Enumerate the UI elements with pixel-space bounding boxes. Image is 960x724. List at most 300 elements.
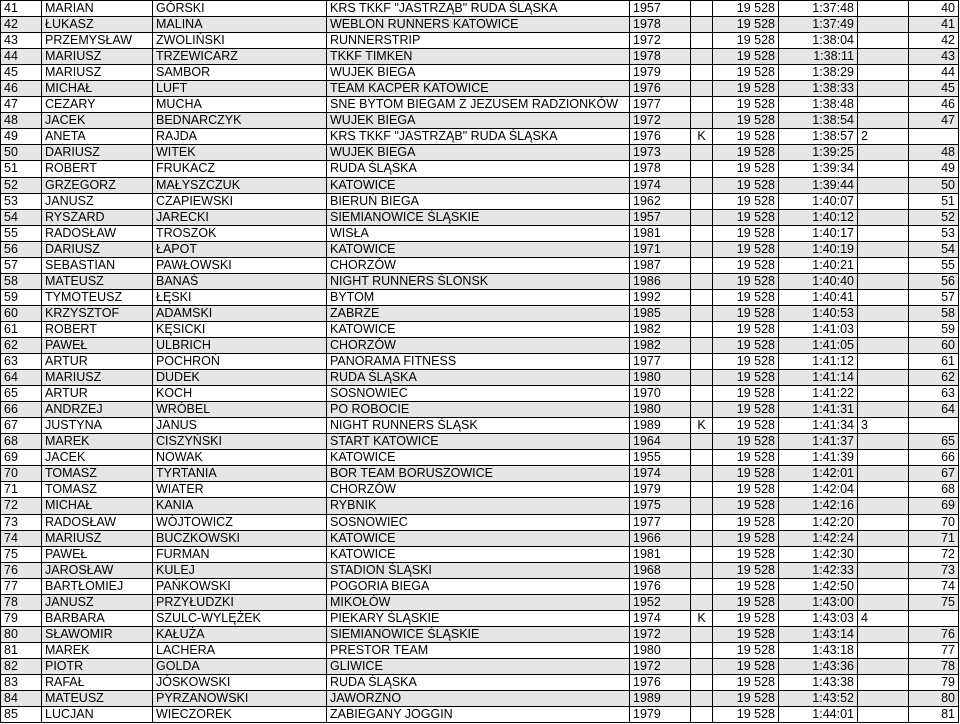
men-place-cell: 54 (909, 241, 959, 257)
birth-year-cell: 1981 (630, 546, 691, 562)
finish-time-cell: 1:38:57 (779, 129, 858, 145)
women-flag-cell (691, 482, 713, 498)
distance-cell: 19 528 (713, 482, 779, 498)
birth-year-cell: 1974 (630, 610, 691, 626)
women-place-cell (858, 65, 909, 81)
finish-time-cell: 1:42:01 (779, 466, 858, 482)
table-row (1, 161, 959, 177)
table-row (1, 225, 959, 241)
first-name-cell: TYMOTEUSZ (42, 289, 153, 305)
position-cell: 69 (1, 450, 42, 466)
women-flag-cell (691, 546, 713, 562)
finish-time-cell: 1:40:19 (779, 241, 858, 257)
club-cell: CHORZÓW (327, 482, 630, 498)
men-place-cell: 60 (909, 337, 959, 353)
birth-year-cell: 1966 (630, 530, 691, 546)
men-place-cell: 46 (909, 97, 959, 113)
women-flag-cell (691, 658, 713, 674)
birth-year-cell: 1972 (630, 658, 691, 674)
women-flag-cell: K (691, 418, 713, 434)
women-place-cell (858, 145, 909, 161)
women-flag-cell (691, 578, 713, 594)
men-place-cell: 68 (909, 482, 959, 498)
women-place-cell (858, 289, 909, 305)
position-cell: 76 (1, 562, 42, 578)
women-flag-cell (691, 49, 713, 65)
women-flag-cell (691, 241, 713, 257)
men-place-cell: 49 (909, 161, 959, 177)
position-cell: 73 (1, 514, 42, 530)
men-place-cell: 80 (909, 691, 959, 707)
birth-year-cell: 1980 (630, 370, 691, 386)
club-cell: POGORIA BIEGA (327, 578, 630, 594)
club-cell: CHORZÓW (327, 337, 630, 353)
women-place-cell (858, 626, 909, 642)
birth-year-cell: 1972 (630, 113, 691, 129)
men-place-cell: 69 (909, 498, 959, 514)
last-name-cell: JARECKI (153, 209, 327, 225)
women-flag-cell (691, 626, 713, 642)
table-row (1, 257, 959, 273)
women-place-cell (858, 514, 909, 530)
women-place-cell (858, 305, 909, 321)
women-place-cell (858, 450, 909, 466)
women-flag-cell (691, 642, 713, 658)
table-row (1, 674, 959, 690)
women-place-cell (858, 225, 909, 241)
women-flag-cell (691, 530, 713, 546)
women-flag-cell (691, 257, 713, 273)
position-cell: 54 (1, 209, 42, 225)
first-name-cell: MATEUSZ (42, 273, 153, 289)
women-place-cell: 2 (858, 129, 909, 145)
finish-time-cell: 1:39:25 (779, 145, 858, 161)
finish-time-cell: 1:41:05 (779, 337, 858, 353)
last-name-cell: BUCZKOWSKI (153, 530, 327, 546)
distance-cell: 19 528 (713, 707, 779, 723)
distance-cell: 19 528 (713, 33, 779, 49)
men-place-cell: 81 (909, 707, 959, 723)
finish-time-cell: 1:41:22 (779, 386, 858, 402)
men-place-cell: 41 (909, 17, 959, 33)
last-name-cell: PYRZANOWSKI (153, 691, 327, 707)
finish-time-cell: 1:43:38 (779, 674, 858, 690)
finish-time-cell: 1:43:18 (779, 642, 858, 658)
birth-year-cell: 1978 (630, 17, 691, 33)
results-body (1, 1, 959, 723)
birth-year-cell: 1989 (630, 691, 691, 707)
table-row (1, 450, 959, 466)
table-row (1, 707, 959, 723)
first-name-cell: BARBARA (42, 610, 153, 626)
table-row (1, 546, 959, 562)
position-cell: 77 (1, 578, 42, 594)
men-place-cell (909, 418, 959, 434)
first-name-cell: GRZEGORZ (42, 177, 153, 193)
last-name-cell: MALINA (153, 17, 327, 33)
women-flag-cell: K (691, 610, 713, 626)
finish-time-cell: 1:43:52 (779, 691, 858, 707)
birth-year-cell: 1980 (630, 402, 691, 418)
distance-cell: 19 528 (713, 450, 779, 466)
last-name-cell: ZWOLIŃSKI (153, 33, 327, 49)
women-place-cell (858, 530, 909, 546)
first-name-cell: TOMASZ (42, 482, 153, 498)
last-name-cell: KĘSICKI (153, 321, 327, 337)
men-place-cell (909, 610, 959, 626)
first-name-cell: PIOTR (42, 658, 153, 674)
women-flag-cell (691, 370, 713, 386)
distance-cell: 19 528 (713, 354, 779, 370)
club-cell: KRS TKKF "JASTRZĄB" RUDA ŚLĄSKA (327, 129, 630, 145)
table-row (1, 81, 959, 97)
birth-year-cell: 1977 (630, 354, 691, 370)
birth-year-cell: 1979 (630, 65, 691, 81)
first-name-cell: DARIUSZ (42, 241, 153, 257)
birth-year-cell: 1964 (630, 434, 691, 450)
club-cell: KATOWICE (327, 241, 630, 257)
finish-time-cell: 1:38:04 (779, 33, 858, 49)
last-name-cell: NOWAK (153, 450, 327, 466)
table-row (1, 402, 959, 418)
birth-year-cell: 1975 (630, 498, 691, 514)
club-cell: JAWORZNO (327, 691, 630, 707)
men-place-cell: 71 (909, 530, 959, 546)
last-name-cell: CZAPIEWSKI (153, 193, 327, 209)
club-cell: PRESTOR TEAM (327, 642, 630, 658)
table-row (1, 65, 959, 81)
position-cell: 83 (1, 674, 42, 690)
first-name-cell: PAWEŁ (42, 337, 153, 353)
first-name-cell: LUCJAN (42, 707, 153, 723)
distance-cell: 19 528 (713, 49, 779, 65)
table-row (1, 594, 959, 610)
women-place-cell (858, 49, 909, 65)
first-name-cell: PRZEMYSŁAW (42, 33, 153, 49)
men-place-cell: 44 (909, 65, 959, 81)
distance-cell: 19 528 (713, 434, 779, 450)
table-row (1, 691, 959, 707)
women-place-cell (858, 161, 909, 177)
table-row (1, 209, 959, 225)
club-cell: RUDA ŚLĄSKA (327, 370, 630, 386)
men-place-cell: 40 (909, 1, 959, 17)
finish-time-cell: 1:40:21 (779, 257, 858, 273)
men-place-cell: 64 (909, 402, 959, 418)
women-place-cell: 3 (858, 418, 909, 434)
distance-cell: 19 528 (713, 17, 779, 33)
men-place-cell: 55 (909, 257, 959, 273)
distance-cell: 19 528 (713, 193, 779, 209)
club-cell: PO ROBOCIE (327, 402, 630, 418)
finish-time-cell: 1:42:50 (779, 578, 858, 594)
last-name-cell: TROSZOK (153, 225, 327, 241)
last-name-cell: DUDEK (153, 370, 327, 386)
club-cell: KATOWICE (327, 321, 630, 337)
position-cell: 68 (1, 434, 42, 450)
position-cell: 84 (1, 691, 42, 707)
position-cell: 50 (1, 145, 42, 161)
men-place-cell: 62 (909, 370, 959, 386)
women-flag-cell (691, 225, 713, 241)
distance-cell: 19 528 (713, 225, 779, 241)
position-cell: 71 (1, 482, 42, 498)
first-name-cell: TOMASZ (42, 466, 153, 482)
distance-cell: 19 528 (713, 402, 779, 418)
finish-time-cell: 1:42:30 (779, 546, 858, 562)
birth-year-cell: 1971 (630, 241, 691, 257)
table-row (1, 562, 959, 578)
finish-time-cell: 1:44:01 (779, 707, 858, 723)
women-place-cell (858, 113, 909, 129)
men-place-cell: 43 (909, 49, 959, 65)
club-cell: PANORAMA FITNESS (327, 354, 630, 370)
last-name-cell: TYRTANIA (153, 466, 327, 482)
first-name-cell: ANETA (42, 129, 153, 145)
position-cell: 64 (1, 370, 42, 386)
position-cell: 57 (1, 257, 42, 273)
last-name-cell: WÓJTOWICZ (153, 514, 327, 530)
women-place-cell (858, 402, 909, 418)
distance-cell: 19 528 (713, 257, 779, 273)
last-name-cell: MAŁYSZCZUK (153, 177, 327, 193)
first-name-cell: JACEK (42, 113, 153, 129)
women-place-cell (858, 466, 909, 482)
table-row (1, 370, 959, 386)
distance-cell: 19 528 (713, 337, 779, 353)
position-cell: 43 (1, 33, 42, 49)
men-place-cell: 63 (909, 386, 959, 402)
men-place-cell: 77 (909, 642, 959, 658)
birth-year-cell: 1976 (630, 81, 691, 97)
finish-time-cell: 1:38:48 (779, 97, 858, 113)
club-cell: KATOWICE (327, 450, 630, 466)
position-cell: 42 (1, 17, 42, 33)
finish-time-cell: 1:40:40 (779, 273, 858, 289)
women-flag-cell (691, 17, 713, 33)
distance-cell: 19 528 (713, 691, 779, 707)
position-cell: 63 (1, 354, 42, 370)
finish-time-cell: 1:43:14 (779, 626, 858, 642)
position-cell: 67 (1, 418, 42, 434)
club-cell: KRS TKKF "JASTRZĄB" RUDA ŚLĄSKA (327, 1, 630, 17)
women-flag-cell (691, 161, 713, 177)
finish-time-cell: 1:43:00 (779, 594, 858, 610)
club-cell: RYBNIK (327, 498, 630, 514)
women-flag-cell (691, 193, 713, 209)
distance-cell: 19 528 (713, 386, 779, 402)
birth-year-cell: 1957 (630, 1, 691, 17)
distance-cell: 19 528 (713, 610, 779, 626)
women-place-cell (858, 642, 909, 658)
last-name-cell: WRÓBEL (153, 402, 327, 418)
women-flag-cell: K (691, 129, 713, 145)
last-name-cell: PAWŁOWSKI (153, 257, 327, 273)
birth-year-cell: 1974 (630, 466, 691, 482)
women-place-cell (858, 594, 909, 610)
last-name-cell: TRZEWICARZ (153, 49, 327, 65)
birth-year-cell: 1987 (630, 257, 691, 273)
women-flag-cell (691, 498, 713, 514)
first-name-cell: ŁUKASZ (42, 17, 153, 33)
last-name-cell: ULBRICH (153, 337, 327, 353)
finish-time-cell: 1:42:24 (779, 530, 858, 546)
first-name-cell: RADOSŁAW (42, 514, 153, 530)
last-name-cell: MUCHA (153, 97, 327, 113)
women-flag-cell (691, 273, 713, 289)
position-cell: 66 (1, 402, 42, 418)
men-place-cell: 76 (909, 626, 959, 642)
first-name-cell: ARTUR (42, 386, 153, 402)
last-name-cell: KANIA (153, 498, 327, 514)
distance-cell: 19 528 (713, 642, 779, 658)
first-name-cell: ROBERT (42, 161, 153, 177)
women-flag-cell (691, 707, 713, 723)
women-place-cell (858, 691, 909, 707)
table-row (1, 1, 959, 17)
club-cell: WEBLON RUNNERS KATOWICE (327, 17, 630, 33)
men-place-cell: 79 (909, 674, 959, 690)
women-place-cell (858, 257, 909, 273)
women-flag-cell (691, 402, 713, 418)
last-name-cell: WITEK (153, 145, 327, 161)
club-cell: SOSNOWIEC (327, 514, 630, 530)
position-cell: 49 (1, 129, 42, 145)
distance-cell: 19 528 (713, 418, 779, 434)
distance-cell: 19 528 (713, 241, 779, 257)
women-flag-cell (691, 674, 713, 690)
finish-time-cell: 1:41:34 (779, 418, 858, 434)
finish-time-cell: 1:41:12 (779, 354, 858, 370)
position-cell: 82 (1, 658, 42, 674)
last-name-cell: POCHROŃ (153, 354, 327, 370)
last-name-cell: LACHERA (153, 642, 327, 658)
club-cell: BIERUŃ BIEGA (327, 193, 630, 209)
birth-year-cell: 1981 (630, 225, 691, 241)
club-cell: KATOWICE (327, 177, 630, 193)
women-place-cell (858, 193, 909, 209)
last-name-cell: BEDNARCZYK (153, 113, 327, 129)
club-cell: CHORZÓW (327, 257, 630, 273)
women-place-cell (858, 658, 909, 674)
women-place-cell (858, 33, 909, 49)
women-place-cell (858, 241, 909, 257)
birth-year-cell: 1989 (630, 418, 691, 434)
first-name-cell: RAFAŁ (42, 674, 153, 690)
birth-year-cell: 1976 (630, 674, 691, 690)
club-cell: KATOWICE (327, 546, 630, 562)
finish-time-cell: 1:37:49 (779, 17, 858, 33)
club-cell: NIGHT RUNNERS ŚLĄSK (327, 418, 630, 434)
finish-time-cell: 1:40:12 (779, 209, 858, 225)
position-cell: 53 (1, 193, 42, 209)
first-name-cell: MARIUSZ (42, 530, 153, 546)
women-place-cell (858, 17, 909, 33)
distance-cell: 19 528 (713, 209, 779, 225)
club-cell: ZABIEGANY JOGGIN (327, 707, 630, 723)
last-name-cell: ŁĘSKI (153, 289, 327, 305)
birth-year-cell: 1982 (630, 321, 691, 337)
first-name-cell: MARIUSZ (42, 49, 153, 65)
last-name-cell: JÓSKOWSKI (153, 674, 327, 690)
position-cell: 48 (1, 113, 42, 129)
club-cell: WISŁA (327, 225, 630, 241)
finish-time-cell: 1:41:37 (779, 434, 858, 450)
distance-cell: 19 528 (713, 514, 779, 530)
women-flag-cell (691, 113, 713, 129)
women-place-cell (858, 81, 909, 97)
first-name-cell: JUSTYNA (42, 418, 153, 434)
first-name-cell: MAREK (42, 642, 153, 658)
birth-year-cell: 1980 (630, 642, 691, 658)
distance-cell: 19 528 (713, 113, 779, 129)
last-name-cell: KULEJ (153, 562, 327, 578)
finish-time-cell: 1:42:33 (779, 562, 858, 578)
men-place-cell: 73 (909, 562, 959, 578)
finish-time-cell: 1:39:34 (779, 161, 858, 177)
first-name-cell: RADOSŁAW (42, 225, 153, 241)
table-row (1, 418, 959, 434)
women-flag-cell (691, 691, 713, 707)
club-cell: WUJEK BIEGA (327, 145, 630, 161)
table-row (1, 578, 959, 594)
last-name-cell: PRZYŁUDZKI (153, 594, 327, 610)
women-flag-cell (691, 386, 713, 402)
men-place-cell (909, 129, 959, 145)
table-row (1, 273, 959, 289)
finish-time-cell: 1:41:31 (779, 402, 858, 418)
women-flag-cell (691, 177, 713, 193)
first-name-cell: SEBASTIAN (42, 257, 153, 273)
men-place-cell: 47 (909, 113, 959, 129)
women-flag-cell (691, 305, 713, 321)
table-row (1, 466, 959, 482)
women-place-cell (858, 273, 909, 289)
men-place-cell: 78 (909, 658, 959, 674)
table-row (1, 33, 959, 49)
men-place-cell: 65 (909, 434, 959, 450)
birth-year-cell: 1970 (630, 386, 691, 402)
table-row (1, 626, 959, 642)
position-cell: 62 (1, 337, 42, 353)
distance-cell: 19 528 (713, 1, 779, 17)
finish-time-cell: 1:40:53 (779, 305, 858, 321)
birth-year-cell: 1976 (630, 129, 691, 145)
women-place-cell (858, 498, 909, 514)
men-place-cell: 42 (909, 33, 959, 49)
position-cell: 59 (1, 289, 42, 305)
distance-cell: 19 528 (713, 370, 779, 386)
men-place-cell: 59 (909, 321, 959, 337)
finish-time-cell: 1:37:48 (779, 1, 858, 17)
table-row (1, 321, 959, 337)
last-name-cell: ŁAPOT (153, 241, 327, 257)
last-name-cell: WIATER (153, 482, 327, 498)
position-cell: 78 (1, 594, 42, 610)
birth-year-cell: 1979 (630, 707, 691, 723)
first-name-cell: DARIUSZ (42, 145, 153, 161)
women-place-cell (858, 370, 909, 386)
distance-cell: 19 528 (713, 530, 779, 546)
women-place-cell: 4 (858, 610, 909, 626)
position-cell: 81 (1, 642, 42, 658)
finish-time-cell: 1:39:44 (779, 177, 858, 193)
table-row (1, 193, 959, 209)
women-flag-cell (691, 65, 713, 81)
club-cell: SIEMIANOWICE ŚLĄSKIE (327, 209, 630, 225)
women-place-cell (858, 354, 909, 370)
men-place-cell: 56 (909, 273, 959, 289)
